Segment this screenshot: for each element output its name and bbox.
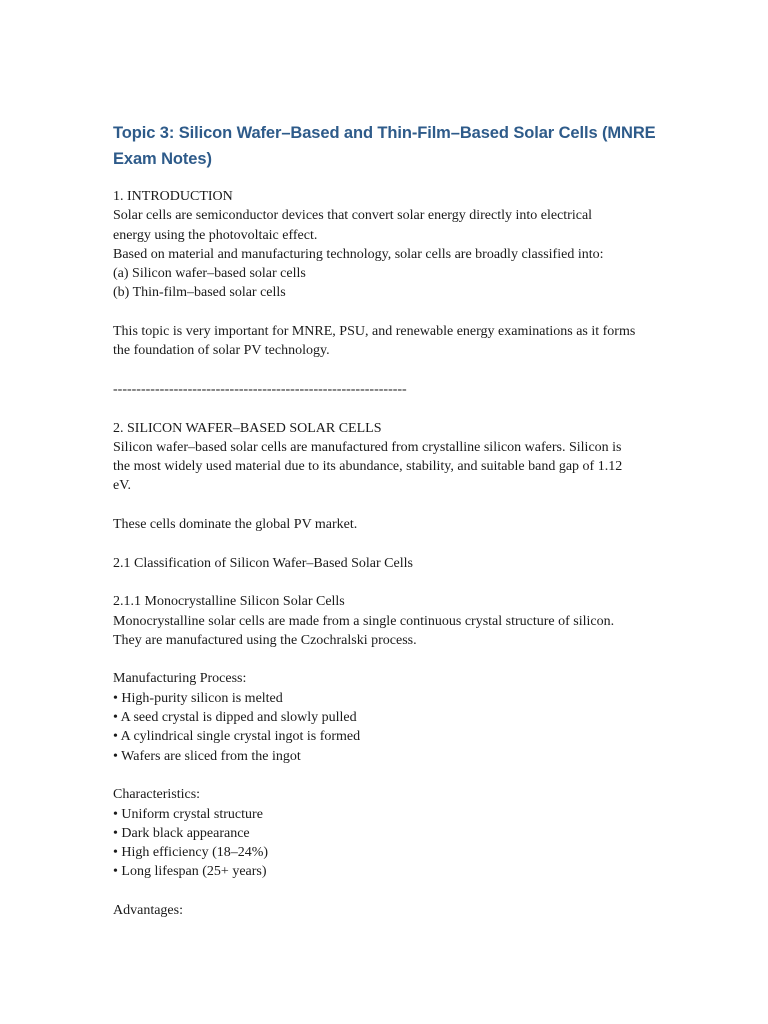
- text-line: • A cylindrical single crystal ingot is formed: [113, 729, 361, 745]
- blank-line: [113, 496, 668, 515]
- blank-line: [113, 766, 668, 785]
- title-line-1: Topic 3: Silicon Wafer–Based and Thin-Film–Based Solar Cells (MNRE: [113, 124, 656, 142]
- text-line: • Uniform crystal structure: [113, 806, 263, 822]
- document-title: [113, 120, 668, 172]
- text-line: the most widely used material due to its abundance, stability, and suitable band gap of 1.12: [113, 459, 623, 475]
- text-line: (b) Thin-film–based solar cells: [113, 285, 286, 301]
- text-line: Solar cells are semiconductor devices that convert solar energy directly into electrical: [113, 208, 593, 224]
- text-line: They are manufactured using the Czochralski process.: [113, 632, 417, 648]
- text-line: the foundation of solar PV technology.: [113, 343, 330, 359]
- blank-line: [113, 399, 668, 418]
- text-line: Manufacturing Process:: [113, 671, 247, 687]
- text-line: 2.1 Classification of Silicon Wafer–Based Solar Cells: [113, 555, 413, 571]
- blank-line: [113, 573, 668, 592]
- text-line: eV.: [113, 478, 132, 494]
- text-line: 2.1.1 Monocrystalline Silicon Solar Cells: [113, 594, 345, 610]
- blank-line: [113, 361, 668, 380]
- text-line: Monocrystalline solar cells are made from a single continuous crystal structure of silicon.: [113, 613, 615, 629]
- blank-line: [113, 303, 668, 322]
- text-line: 2. SILICON WAFER–BASED SOLAR CELLS: [113, 420, 382, 436]
- text-line: Silicon wafer–based solar cells are manufactured from crystalline silicon wafers. Silicon is: [113, 439, 622, 455]
- text-line: ---------------------------------------------------------------: [113, 381, 407, 397]
- text-line: Based on material and manufacturing technology, solar cells are broadly classified into:: [113, 246, 604, 262]
- text-line: Advantages:: [113, 902, 183, 918]
- text-line: This topic is very important for MNRE, PSU, and renewable energy examinations as it forms: [113, 324, 636, 340]
- text-line: 1. INTRODUCTION: [113, 189, 233, 204]
- text-line: • High-purity silicon is melted: [113, 690, 283, 706]
- blank-line: [113, 882, 668, 901]
- text-line: • Long lifespan (25+ years): [113, 864, 267, 880]
- text-line: energy using the photovoltaic effect.: [113, 227, 318, 243]
- text-line: • A seed crystal is dipped and slowly pulled: [113, 710, 357, 726]
- text-line: • High efficiency (18–24%): [113, 845, 269, 861]
- text-line: • Wafers are sliced from the ingot: [113, 748, 301, 764]
- title-line-2: Exam Notes): [113, 150, 212, 168]
- blank-line: [113, 534, 668, 553]
- blank-line: [113, 650, 668, 669]
- text-line: (a) Silicon wafer–based solar cells: [113, 266, 306, 282]
- text-line: • Dark black appearance: [113, 825, 250, 841]
- text-line: Characteristics:: [113, 787, 201, 803]
- document-body: [113, 187, 668, 920]
- text-line: These cells dominate the global PV market.: [113, 517, 358, 533]
